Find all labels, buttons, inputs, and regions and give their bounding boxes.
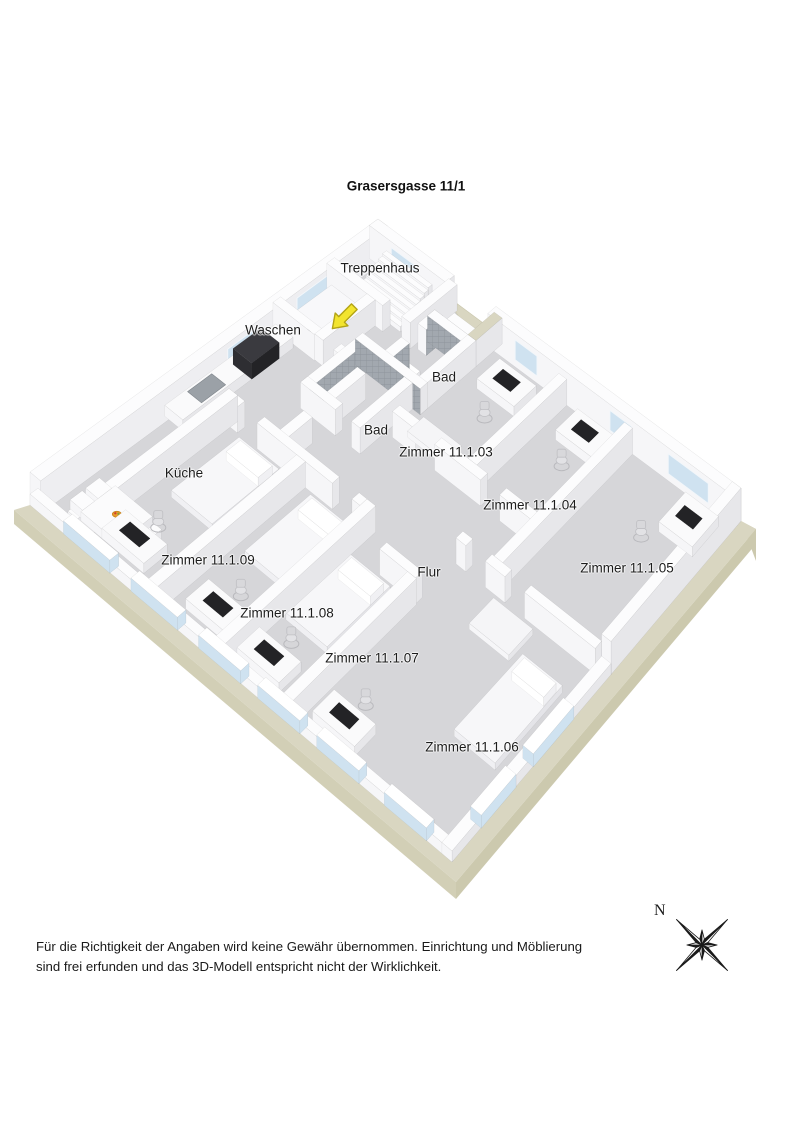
compass-rose-icon (648, 900, 758, 990)
room-label-zimmer-06: Zimmer 11.1.06 (425, 739, 519, 755)
room-label-zimmer-05: Zimmer 11.1.05 (580, 560, 674, 576)
wall-segment (456, 531, 473, 572)
room-label-waschen: Waschen (245, 322, 301, 338)
disclaimer-line-2: sind frei erfunden und das 3D-Modell entspricht nicht der Wirklichkeit. (36, 959, 442, 974)
room-label-flur: Flur (417, 564, 441, 580)
room-label-treppenhaus: Treppenhaus (340, 260, 420, 276)
room-label-bad-lower: Bad (363, 422, 389, 438)
room-label-zimmer-07: Zimmer 11.1.07 (325, 650, 419, 666)
page-title: Grasersgasse 11/1 (346, 178, 466, 194)
room-label-zimmer-09: Zimmer 11.1.09 (161, 552, 255, 568)
room-label-zimmer-08: Zimmer 11.1.08 (240, 605, 334, 621)
room-label-bad-upper: Bad (431, 369, 457, 385)
room-label-zimmer-04: Zimmer 11.1.04 (483, 497, 577, 513)
room-label-kueche: Küche (164, 465, 204, 481)
disclaimer-text (36, 937, 616, 977)
compass-north-label: N (654, 902, 666, 919)
room-label-zimmer-03: Zimmer 11.1.03 (399, 444, 493, 460)
disclaimer-line-1: Für die Richtigkeit der Angaben wird keine Gewähr übernommen. Einrichtung und Möblierung (36, 939, 583, 954)
